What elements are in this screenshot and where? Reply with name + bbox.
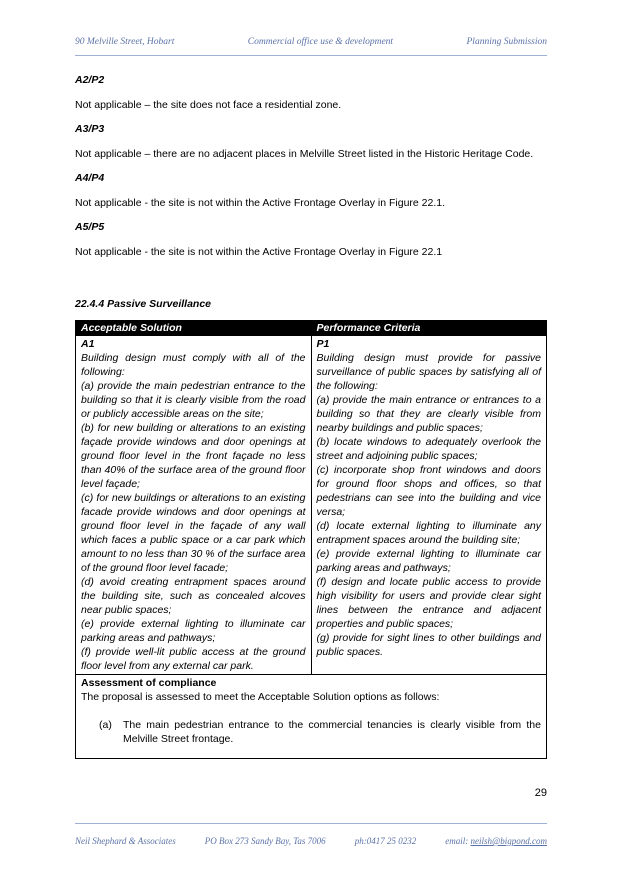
criterion-code-a4: A4/P4 (75, 172, 105, 184)
acceptable-line: (d) avoid creating entrapment spaces around the building site, such as concealed alcoves near public spaces; (81, 576, 306, 616)
assessment-item-label: (a) (99, 719, 112, 731)
criterion-text-a4: Not applicable - the site is not within the Active Frontage Overlay in Figure 22.1. (75, 197, 446, 209)
performance-line: (c) incorporate shop front windows and doors for ground floor shops and offices, so that pedestrians can see into the building and vice versa; (316, 464, 541, 518)
header-doc-type: Planning Submission (466, 37, 547, 47)
acceptable-solution-cell (76, 336, 312, 675)
footer-divider (75, 823, 547, 824)
acceptable-code: A1 (81, 338, 95, 350)
header-address: 90 Melville Street, Hobart (75, 37, 175, 47)
acceptable-line: Building design must comply with all of the following: (81, 352, 306, 378)
footer-company: Neil Shephard & Associates (75, 836, 176, 846)
footer-phone: ph:0417 25 0232 (354, 836, 417, 846)
criterion-text-a2: Not applicable – the site does not face a residential zone. (75, 99, 342, 111)
criteria-table (75, 320, 547, 759)
header-divider (75, 55, 547, 56)
criterion-text-a3: Not applicable – there are no adjacent places in Melville Street listed in the Historic Heritage Code. (75, 148, 534, 160)
section-title: 22.4.4 Passive Surveillance (75, 298, 212, 310)
page-number: 29 (534, 787, 547, 799)
page-header (75, 37, 547, 47)
performance-line: (f) design and locate public access to provide high visibility for users and provide clear sight lines between the entrance and adjacent properties and public spaces; (316, 576, 541, 630)
acceptable-line: (c) for new buildings or alterations to an existing facade provide windows and door openings at ground floor level in the façade of any wall which faces a public space or a car park which amount to no less than 30 % of the surface area of the ground floor level facade; (81, 492, 306, 574)
criterion-code-a3: A3/P3 (75, 123, 105, 135)
acceptable-line: (a) provide the main pedestrian entrance to the building so that it is clearly visible from the road or publicly accessible areas on the site; (81, 380, 306, 420)
page-body (75, 73, 547, 759)
acceptable-line: (f) provide well-lit public access at the ground floor level from any external car park. (81, 646, 306, 672)
acceptable-line: (e) provide external lighting to illuminate car parking areas and pathways; (81, 618, 306, 644)
performance-line: (a) provide the main entrance or entrances to a building so that they are clearly visible from nearby buildings and public spaces; (316, 394, 541, 434)
assessment-item-text: The main pedestrian entrance to the commercial tenancies is clearly visible from the Melville Street frontage. (123, 719, 541, 745)
footer-email-group (445, 836, 547, 846)
performance-line: (g) provide for sight lines to other buildings and public spaces. (316, 632, 541, 658)
assessment-title: Assessment of compliance (81, 677, 217, 689)
page-footer (75, 836, 547, 846)
assessment-item (81, 718, 541, 746)
performance-code: P1 (316, 338, 330, 350)
performance-line: Building design must provide for passive surveillance of public spaces by satisfying all of the following: (316, 352, 541, 392)
performance-line: (b) locate windows to adequately overlook the street and adjoining public spaces; (316, 436, 541, 462)
criterion-text-a5: Not applicable - the site is not within the Active Frontage Overlay in Figure 22.1 (75, 246, 443, 258)
performance-criteria-cell (311, 336, 547, 675)
col-header-performance: Performance Criteria (311, 321, 547, 336)
performance-line: (d) locate external lighting to illuminate any entrapment spaces around the building site; (316, 520, 541, 546)
footer-address: PO Box 273 Sandy Bay, Tas 7006 (204, 836, 326, 846)
col-header-acceptable: Acceptable Solution (76, 321, 312, 336)
footer-email-link[interactable]: neilsh@bigpond.com (470, 836, 547, 846)
assessment-cell (76, 675, 547, 759)
performance-line: (e) provide external lighting to illuminate car parking areas and pathways; (316, 548, 541, 574)
acceptable-line: (b) for new building or alterations to an existing façade provide windows and door openings at ground floor level in the front façade no less than 40% of the surface area of the ground floor level façade; (81, 422, 306, 490)
header-use: Commercial office use & development (247, 37, 394, 47)
assessment-intro: The proposal is assessed to meet the Acceptable Solution options as follows: (81, 691, 440, 703)
footer-email-label: email: (445, 836, 471, 846)
criterion-code-a2: A2/P2 (75, 74, 105, 86)
criterion-code-a5: A5/P5 (75, 221, 105, 233)
